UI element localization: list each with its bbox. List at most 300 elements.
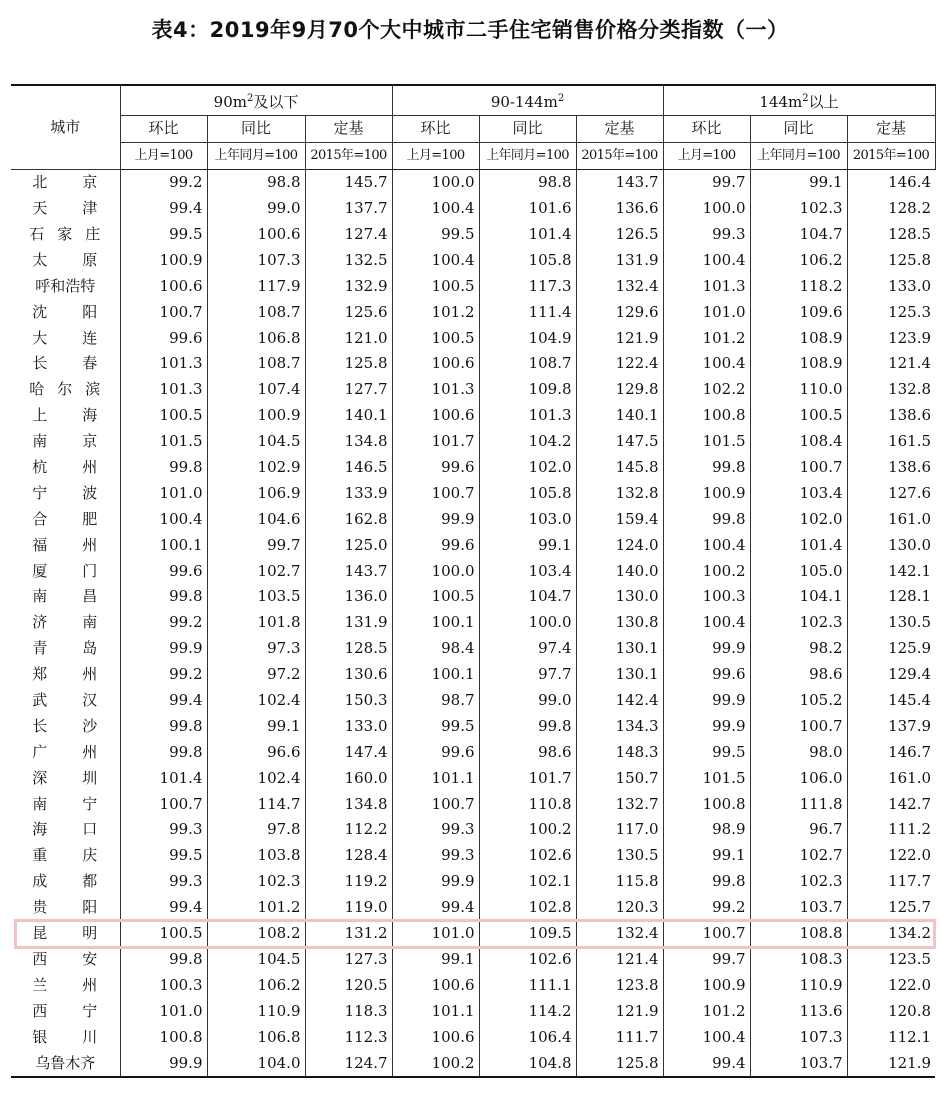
index-value-cell: 123.8 [576,972,663,998]
index-value-cell: 102.3 [207,869,305,895]
index-value-cell: 121.9 [576,325,663,351]
table-body [11,169,935,1077]
table-row [11,636,935,662]
index-value-cell: 140.1 [576,403,663,429]
city-name: 乌鲁木齐 [35,1053,96,1072]
index-value-cell: 100.3 [663,584,750,610]
index-value-cell: 125.3 [847,299,935,325]
index-value-cell: 121.9 [847,1050,935,1077]
city-name-cell [11,169,120,195]
table-row [11,739,935,765]
index-value-cell: 99.5 [120,222,207,248]
index-value-cell: 146.4 [847,169,935,195]
index-value-cell: 127.6 [847,480,935,506]
city-name-cell [11,921,120,947]
city-name: 广州 [32,742,99,761]
index-value-cell: 100.5 [120,921,207,947]
index-value-cell: 100.9 [120,247,207,273]
city-name: 宁波 [32,483,99,502]
index-value-cell: 121.0 [305,325,392,351]
city-name: 上海 [32,406,99,425]
city-name: 太原 [32,250,99,269]
index-value-cell: 99.9 [663,688,750,714]
index-value-cell: 103.7 [750,895,847,921]
city-name-cell [11,739,120,765]
index-value-cell: 100.6 [120,273,207,299]
index-value-cell: 100.3 [120,972,207,998]
city-name: 济南 [32,613,99,632]
index-value-cell: 127.4 [305,222,392,248]
city-name: 南京 [32,432,99,451]
index-value-cell: 131.2 [305,921,392,947]
index-value-cell: 161.0 [847,765,935,791]
index-value-cell: 97.8 [207,817,305,843]
index-value-cell: 122.0 [847,972,935,998]
sub-header-mom: 环比 [120,116,207,143]
index-value-cell: 98.6 [479,739,576,765]
index-value-cell: 99.6 [120,558,207,584]
index-value-cell: 102.0 [750,506,847,532]
index-value-cell: 100.7 [663,921,750,947]
table-row [11,558,935,584]
city-name-cell [11,947,120,973]
index-value-cell: 99.1 [750,169,847,195]
index-value-cell: 101.3 [120,351,207,377]
index-value-cell: 111.8 [750,791,847,817]
index-value-cell: 102.3 [750,196,847,222]
index-value-cell: 120.3 [576,895,663,921]
index-value-cell: 100.6 [207,222,305,248]
index-value-cell: 99.7 [663,169,750,195]
index-value-cell: 102.7 [207,558,305,584]
index-value-cell: 100.4 [663,247,750,273]
index-value-cell: 99.9 [120,636,207,662]
city-name: 大连 [32,328,99,347]
index-value-cell: 102.7 [750,843,847,869]
index-value-cell: 132.8 [847,377,935,403]
index-value-cell: 104.5 [207,429,305,455]
group-header-large: $144m^2$以上 [663,85,935,116]
index-value-cell: 97.4 [479,636,576,662]
city-name-cell [11,299,120,325]
index-value-cell: 102.8 [479,895,576,921]
base-label-last-month: 上月=100 [663,142,750,169]
index-value-cell: 106.0 [750,765,847,791]
index-value-cell: 134.8 [305,429,392,455]
index-value-cell: 101.6 [479,196,576,222]
index-value-cell: 100.0 [663,196,750,222]
table-row [11,273,935,299]
index-value-cell: 100.9 [663,972,750,998]
index-value-cell: 100.4 [663,1024,750,1050]
group-header-medium: $90-144m^2$ [392,85,663,116]
index-value-cell: 107.3 [207,247,305,273]
index-value-cell: 127.3 [305,947,392,973]
index-value-cell: 128.2 [847,196,935,222]
index-value-cell: 102.6 [479,843,576,869]
table-row [11,299,935,325]
sub-header-yoy: 同比 [479,116,576,143]
city-name-cell [11,377,120,403]
city-name-cell [11,610,120,636]
index-value-cell: 100.1 [392,610,479,636]
city-name-cell [11,1050,120,1077]
index-value-cell: 100.4 [392,196,479,222]
index-value-cell: 124.7 [305,1050,392,1077]
index-value-cell: 114.2 [479,998,576,1024]
index-value-cell: 106.2 [750,247,847,273]
index-value-cell: 99.7 [207,532,305,558]
index-value-cell: 99.1 [663,843,750,869]
table-row [11,480,935,506]
index-value-cell: 132.8 [576,480,663,506]
city-name-cell [11,273,120,299]
table-row [11,765,935,791]
index-value-cell: 98.8 [479,169,576,195]
base-label-2015: 2015年=100 [576,142,663,169]
table-row [11,377,935,403]
index-value-cell: 103.5 [207,584,305,610]
index-value-cell: 99.3 [392,817,479,843]
table-row [11,169,935,195]
index-value-cell: 100.8 [120,1024,207,1050]
base-label-last-year: 上年同月=100 [207,142,305,169]
index-value-cell: 124.0 [576,532,663,558]
index-value-cell: 101.2 [392,299,479,325]
index-value-cell: 120.8 [847,998,935,1024]
index-value-cell: 99.2 [120,169,207,195]
index-value-cell: 150.7 [576,765,663,791]
index-value-cell: 100.2 [663,558,750,584]
index-value-cell: 125.6 [305,299,392,325]
index-value-cell: 100.2 [392,1050,479,1077]
table-row [11,247,935,273]
index-value-cell: 140.1 [305,403,392,429]
index-value-cell: 138.6 [847,403,935,429]
sub-header-base: 定基 [305,116,392,143]
table-row [11,817,935,843]
index-value-cell: 98.2 [750,636,847,662]
index-value-cell: 143.7 [305,558,392,584]
index-value-cell: 130.0 [847,532,935,558]
index-value-cell: 131.9 [305,610,392,636]
index-value-cell: 132.9 [305,273,392,299]
index-value-cell: 108.7 [479,351,576,377]
city-name: 南宁 [32,794,99,813]
index-value-cell: 99.8 [120,739,207,765]
index-value-cell: 101.7 [392,429,479,455]
index-value-cell: 99.8 [479,713,576,739]
sub-header-base: 定基 [847,116,935,143]
index-value-cell: 103.7 [750,1050,847,1077]
index-value-cell: 130.6 [305,662,392,688]
index-value-cell: 99.8 [120,947,207,973]
index-value-cell: 131.9 [576,247,663,273]
city-name: 兰州 [32,975,99,994]
index-value-cell: 133.0 [847,273,935,299]
index-value-cell: 100.6 [392,403,479,429]
index-value-cell: 161.0 [847,506,935,532]
index-value-cell: 102.3 [750,610,847,636]
index-value-cell: 122.0 [847,843,935,869]
index-value-cell: 99.0 [479,688,576,714]
table-row [11,325,935,351]
page-title: 表4：2019年9月70个大中城市二手住宅销售价格分类指数（一） [151,18,789,42]
index-value-cell: 132.4 [576,273,663,299]
city-name-cell [11,688,120,714]
index-value-cell: 100.9 [207,403,305,429]
index-value-cell: 104.7 [750,222,847,248]
index-value-cell: 99.3 [120,869,207,895]
index-value-cell: 99.1 [207,713,305,739]
index-value-cell: 132.5 [305,247,392,273]
index-value-cell: 100.4 [663,610,750,636]
base-label-2015: 2015年=100 [305,142,392,169]
index-value-cell: 143.7 [576,169,663,195]
index-value-cell: 125.7 [847,895,935,921]
index-value-cell: 134.3 [576,713,663,739]
table-row [11,688,935,714]
index-value-cell: 99.6 [120,325,207,351]
index-value-cell: 161.5 [847,429,935,455]
base-label-last-month: 上月=100 [392,142,479,169]
city-name-cell [11,869,120,895]
index-value-cell: 99.9 [392,506,479,532]
table-row [11,1050,935,1077]
index-value-cell: 98.7 [392,688,479,714]
index-value-cell: 108.9 [750,351,847,377]
index-value-cell: 127.7 [305,377,392,403]
index-value-cell: 100.5 [120,403,207,429]
index-value-cell: 136.6 [576,196,663,222]
group-header-small: $90m^2$及以下 [120,85,392,116]
index-value-cell: 105.2 [750,688,847,714]
index-value-cell: 109.5 [479,921,576,947]
city-name-cell [11,584,120,610]
table-row [11,998,935,1024]
city-name: 贵阳 [32,898,99,917]
table-row [11,455,935,481]
index-value-cell: 118.2 [750,273,847,299]
index-value-cell: 125.8 [576,1050,663,1077]
city-name-cell [11,817,120,843]
index-value-cell: 101.3 [392,377,479,403]
index-value-cell: 102.0 [479,455,576,481]
index-value-cell: 108.7 [207,351,305,377]
index-value-cell: 99.8 [120,584,207,610]
index-value-cell: 125.0 [305,532,392,558]
index-value-cell: 146.7 [847,739,935,765]
index-value-cell: 105.8 [479,480,576,506]
index-value-cell: 122.4 [576,351,663,377]
index-value-cell: 148.3 [576,739,663,765]
index-value-cell: 100.0 [392,558,479,584]
index-value-cell: 102.4 [207,688,305,714]
index-value-cell: 96.7 [750,817,847,843]
index-value-cell: 97.3 [207,636,305,662]
index-value-cell: 130.5 [847,610,935,636]
index-value-cell: 119.2 [305,869,392,895]
index-value-cell: 128.5 [847,222,935,248]
index-value-cell: 117.3 [479,273,576,299]
index-value-cell: 129.4 [847,662,935,688]
index-value-cell: 119.0 [305,895,392,921]
sub-header-yoy: 同比 [750,116,847,143]
index-value-cell: 114.7 [207,791,305,817]
index-value-cell: 115.8 [576,869,663,895]
index-value-cell: 111.2 [847,817,935,843]
index-value-cell: 99.6 [392,739,479,765]
index-value-cell: 99.8 [120,455,207,481]
index-value-cell: 99.4 [120,688,207,714]
index-value-cell: 99.8 [663,869,750,895]
index-value-cell: 97.7 [479,662,576,688]
sub-header-mom: 环比 [663,116,750,143]
city-name-cell [11,403,120,429]
index-value-cell: 101.8 [207,610,305,636]
index-value-cell: 106.8 [207,1024,305,1050]
index-value-cell: 137.7 [305,196,392,222]
index-value-cell: 134.8 [305,791,392,817]
index-value-cell: 128.1 [847,584,935,610]
index-value-cell: 125.9 [847,636,935,662]
city-name-cell [11,843,120,869]
index-value-cell: 147.5 [576,429,663,455]
index-value-cell: 99.4 [663,1050,750,1077]
index-value-cell: 111.1 [479,972,576,998]
city-name: 福州 [32,535,99,554]
index-value-cell: 138.6 [847,455,935,481]
city-name-cell [11,558,120,584]
index-value-cell: 100.9 [663,480,750,506]
city-name: 海口 [32,820,99,839]
city-column-header: 城市 [11,85,120,169]
table-row [11,196,935,222]
index-value-cell: 104.5 [207,947,305,973]
index-value-cell: 132.4 [576,921,663,947]
table-row [11,843,935,869]
index-value-cell: 128.4 [305,843,392,869]
index-value-cell: 123.5 [847,947,935,973]
index-value-cell: 99.2 [120,662,207,688]
index-value-cell: 100.6 [392,1024,479,1050]
city-name: 南昌 [32,587,99,606]
index-value-cell: 103.4 [750,480,847,506]
index-value-cell: 140.0 [576,558,663,584]
base-label-last-year: 上年同月=100 [479,142,576,169]
index-value-cell: 103.8 [207,843,305,869]
table-row [11,429,935,455]
index-value-cell: 112.3 [305,1024,392,1050]
index-value-cell: 106.2 [207,972,305,998]
index-value-cell: 103.0 [479,506,576,532]
index-value-cell: 108.3 [750,947,847,973]
city-name: 西安 [32,949,99,968]
index-value-cell: 136.0 [305,584,392,610]
city-name: 北京 [32,173,99,192]
city-name-cell [11,636,120,662]
index-value-cell: 99.1 [392,947,479,973]
index-value-cell: 110.9 [207,998,305,1024]
index-value-cell: 104.9 [479,325,576,351]
index-value-cell: 112.2 [305,817,392,843]
index-value-cell: 130.0 [576,584,663,610]
index-value-cell: 101.0 [120,480,207,506]
table-row [11,584,935,610]
index-value-cell: 145.8 [576,455,663,481]
index-value-cell: 100.8 [663,791,750,817]
index-value-cell: 99.5 [392,222,479,248]
index-value-cell: 101.5 [663,765,750,791]
index-value-cell: 98.4 [392,636,479,662]
index-value-cell: 117.0 [576,817,663,843]
index-value-cell: 104.6 [207,506,305,532]
table-row [11,662,935,688]
index-value-cell: 110.0 [750,377,847,403]
index-value-cell: 113.6 [750,998,847,1024]
index-value-cell: 109.8 [479,377,576,403]
index-value-cell: 121.4 [576,947,663,973]
city-name: 呼和浩特 [35,276,96,295]
index-value-cell: 100.4 [663,532,750,558]
index-value-cell: 100.8 [663,403,750,429]
index-value-cell: 96.6 [207,739,305,765]
index-value-cell: 101.4 [120,765,207,791]
index-value-cell: 101.1 [392,998,479,1024]
index-value-cell: 159.4 [576,506,663,532]
index-value-cell: 160.0 [305,765,392,791]
city-name: 杭州 [32,458,99,477]
city-name-cell [11,480,120,506]
base-label-last-month: 上月=100 [120,142,207,169]
index-value-cell: 99.5 [120,843,207,869]
index-value-cell: 101.5 [120,429,207,455]
index-value-cell: 126.5 [576,222,663,248]
table-row [11,532,935,558]
index-value-cell: 134.2 [847,921,935,947]
city-name: 西宁 [32,1001,99,1020]
index-value-cell: 109.6 [750,299,847,325]
table-row [11,222,935,248]
index-value-cell: 121.4 [847,351,935,377]
index-value-cell: 142.1 [847,558,935,584]
city-name-cell [11,455,120,481]
index-value-cell: 101.2 [207,895,305,921]
city-name-cell [11,532,120,558]
index-value-cell: 101.2 [663,325,750,351]
index-value-cell: 99.3 [392,843,479,869]
index-value-cell: 99.7 [663,947,750,973]
index-value-cell: 125.8 [305,351,392,377]
index-value-cell: 142.7 [847,791,935,817]
city-name-cell [11,895,120,921]
index-value-cell: 99.3 [663,222,750,248]
index-value-cell: 133.0 [305,713,392,739]
index-value-cell: 104.0 [207,1050,305,1077]
index-value-cell: 110.8 [479,791,576,817]
index-value-cell: 100.4 [120,506,207,532]
index-value-cell: 137.9 [847,713,935,739]
index-value-cell: 100.7 [392,480,479,506]
table-row [11,972,935,998]
index-value-cell: 99.4 [392,895,479,921]
index-value-cell: 125.8 [847,247,935,273]
index-value-cell: 99.3 [120,817,207,843]
index-value-cell: 162.8 [305,506,392,532]
city-name: 石家庄 [29,225,102,243]
index-value-cell: 101.0 [120,998,207,1024]
index-value-cell: 100.5 [392,273,479,299]
